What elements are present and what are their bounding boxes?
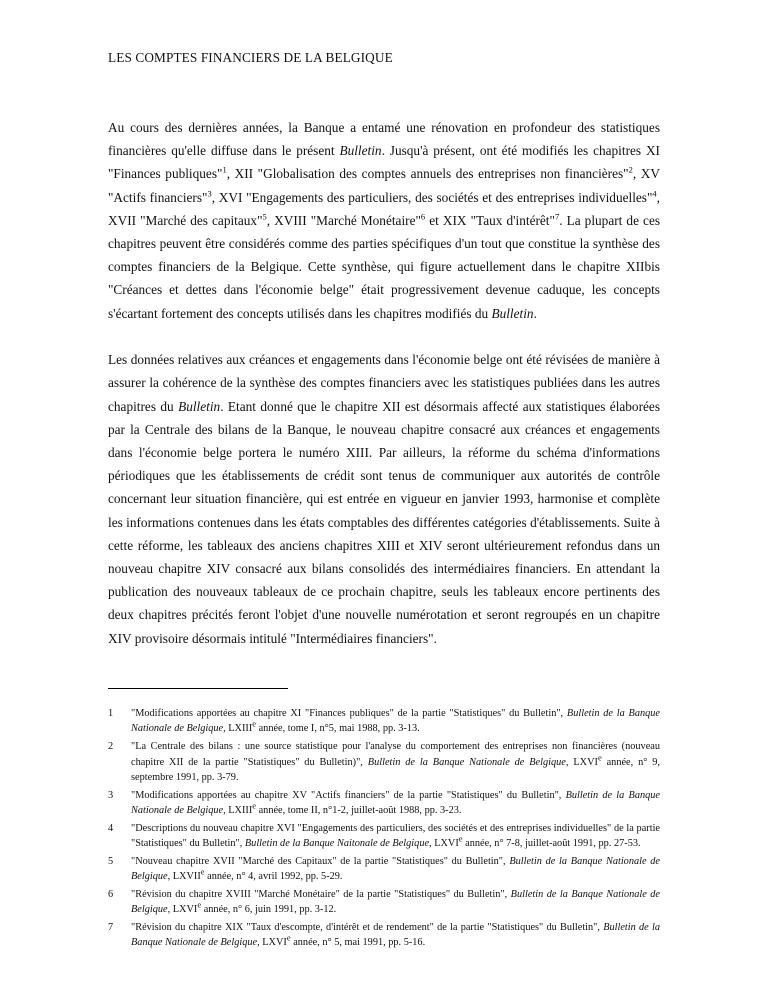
text-run: .: [533, 305, 537, 321]
footnote-number: 5: [108, 855, 114, 867]
text-run: année, n° 4, avril 1992, pp. 5-29.: [204, 871, 343, 883]
text-run: LXVI: [259, 937, 287, 949]
text-run: "Révision du chapitre XVIII "Marché Monétaire" de la partie "Statistiques" du Bulletin",: [131, 888, 511, 900]
superscript: e: [252, 718, 257, 729]
superscript: 7: [554, 211, 560, 222]
footnote: [108, 788, 660, 819]
running-header: LES COMPTES FINANCIERS DE LA BELGIQUE: [108, 50, 393, 65]
paragraph-1: [108, 116, 660, 325]
text-run: . Etant donné que le chapitre XII est désormais affecté aux statistiques élaborées par la Centrale des bilans de la Banque, le nouveau chapitre consacré aux créances et engagements dans l'économie belge portera le numéro XIII. Par ailleurs, la réforme du schéma d'informations périodiques que les établissements de crédit sont tenus de communiquer aux autorités de contrôle concernant leur situation financière, qui est entrée en vigueur en janvier 1993, harmonise et complète les informations contenues dans les états comptables des différentes catégories d'établissements. Suite à cette réforme, les tableaux des anciens chapitres XIII et XIV seront ultérieurement refondus dans un nouveau chapitre XIV consacré aux bilans consolidés des intermédiaires financiers. En attendant la publication des nouveaux tableaux de ce prochain chapitre, seuls les tableaux encore pertinents des deux chapitres précités feront l'objet d'une nouvelle numérotation et seront regroupés en un chapitre XIV provisoire désormais intitulé "Intermédiaires financiers".: [108, 398, 660, 646]
text-run: , LXVI: [167, 904, 198, 916]
text-run: , XII "Globalisation des comptes annuels des entreprises non financières": [226, 166, 629, 182]
footnote-number: 3: [108, 789, 114, 801]
text-run: année, n° 7-8, juillet-août 1991, pp. 27-53.: [462, 838, 641, 850]
footnote-number: 7: [108, 922, 114, 934]
superscript: 4: [652, 188, 657, 199]
footnote-number: 1: [108, 708, 114, 719]
text-run: année, tome II, n°1-2, juillet-août 1988, pp. 3-23.: [256, 805, 462, 817]
text-run: , LXVII: [167, 871, 201, 883]
superscript: 6: [420, 211, 426, 222]
superscript: e: [597, 752, 602, 763]
text-run: Au cours des dernières années, la Banque a entamé une rénovation en profondeur des statistiques financières qu'elle diffuse dans le présent: [108, 120, 660, 159]
superscript: e: [252, 800, 257, 811]
footnote: [108, 821, 660, 852]
superscript: 2: [628, 164, 633, 175]
italic-text: Bulletin de la Banque Nationale de Belgique,: [131, 789, 660, 817]
text-run: , XVIII "Marché Monétaire": [266, 212, 421, 228]
footnote: [108, 854, 660, 885]
footnote-number: 4: [108, 822, 114, 834]
superscript: e: [286, 933, 291, 944]
footnote: [108, 920, 660, 951]
text-run: année, tome I, n°5, mai 1988, pp. 3-13.: [256, 723, 420, 735]
text-run: année, n° 6, juin 1991, pp. 3-12.: [201, 904, 337, 916]
text-run: et XIX "Taux d'intérêt": [425, 212, 555, 228]
italic-text: Bulletin de la Banque Nationale de Belgique: [131, 855, 660, 883]
text-run: "La Centrale des bilans : une source statistique pour l'analyse du comportement des entreprises non financières (nouveau chapitre XII de la partie "Statistiques" du Bulletin)",: [131, 741, 660, 768]
italic-text: Bulletin de la Banque Naitonale de Belgique: [244, 838, 430, 850]
text-run: "Révision du chapitre XIX "Taux d'escompte, d'intérêt et de rendement" de la partie "Statistiques" du Bulletin",: [131, 922, 604, 934]
text-run: . Jusqu'à présent, ont été modifiés les chapitres XI "Finances publiques": [108, 143, 660, 182]
superscript: 3: [207, 188, 212, 199]
superscript: e: [458, 833, 463, 844]
italic-text: Bulletin: [491, 305, 534, 321]
footnote-number: 2: [108, 741, 114, 753]
text-run: année, n° 5, mai 1991, pp. 5-16.: [290, 937, 426, 949]
footnote: [108, 739, 660, 785]
footnote-separator: [108, 688, 288, 689]
body-text: [108, 116, 660, 650]
text-run: Les données relatives aux créances et engagements dans l'économie belge ont été révisées de manière à assurer la cohérence de la synthèse des comptes financiers avec les statistiques publiées dans les autres chapitres du: [108, 352, 660, 414]
paragraph-2: [108, 348, 660, 650]
footnote-number: 6: [108, 888, 114, 900]
text-run: , XVII "Marché des capitaux": [108, 189, 660, 228]
text-run: LXIII: [225, 723, 253, 735]
text-run: année, n° 9, septembre 1991, pp. 3-79.: [131, 756, 660, 783]
text-run: "Descriptions du nouveau chapitre XVI "Engagements des particuliers, des sociétés et des entreprises individuelles" de la partie "Statistiques" du Bulletin",: [131, 822, 660, 850]
text-run: , LXVI: [565, 756, 598, 768]
italic-text: Bulletin de la Banque Nationale de Belgique,: [131, 922, 660, 949]
text-run: , LXVI: [429, 838, 459, 850]
text-run: "Modifications apportées au chapitre XI "Finances publiques" de la partie "Statistiques" du Bulletin",: [131, 708, 567, 719]
italic-text: Bulletin de la Banque Nationale de Belgique: [367, 756, 566, 768]
italic-text: Bulletin de la Banque Nationale de Belgique: [131, 888, 660, 916]
text-run: "Nouveau chapitre XVII "Marché des Capitaux" de la partie "Statistiques" du Bulletin",: [131, 855, 510, 867]
italic-text: Bulletin: [339, 143, 382, 159]
text-run: , XVI "Engagements des particuliers, des sociétés et des entreprises individuelles": [211, 189, 653, 205]
italic-text: Bulletin: [178, 398, 221, 414]
footnote: [108, 706, 660, 737]
footnotes: [108, 706, 660, 953]
superscript: 5: [262, 211, 267, 222]
text-run: . La plupart de ces chapitres peuvent être considérés comme des parties spécifiques d'un tout que constitue la synthèse des comptes financiers de la Belgique. Cette synthèse, qui figure actuellement dans le chapitre XIIbis "Créances et dettes dans l'économie belge" était progressivement devenue caduque, les concepts s'écartant fortement des concepts utilisés dans les chapitres modifiés du: [108, 212, 661, 321]
superscript: e: [200, 866, 205, 877]
text-run: "Modifications apportées au chapitre XV "Actifs financiers" de la partie "Statistiques" du Bulletin",: [131, 789, 566, 801]
italic-text: Bulletin de la Banque Nationale de Belgique,: [131, 708, 660, 735]
text-run: , XV "Actifs financiers": [108, 166, 661, 205]
footnote: [108, 887, 660, 918]
text-run: LXIII: [225, 805, 253, 817]
superscript: 1: [222, 164, 227, 175]
superscript: e: [197, 899, 202, 910]
